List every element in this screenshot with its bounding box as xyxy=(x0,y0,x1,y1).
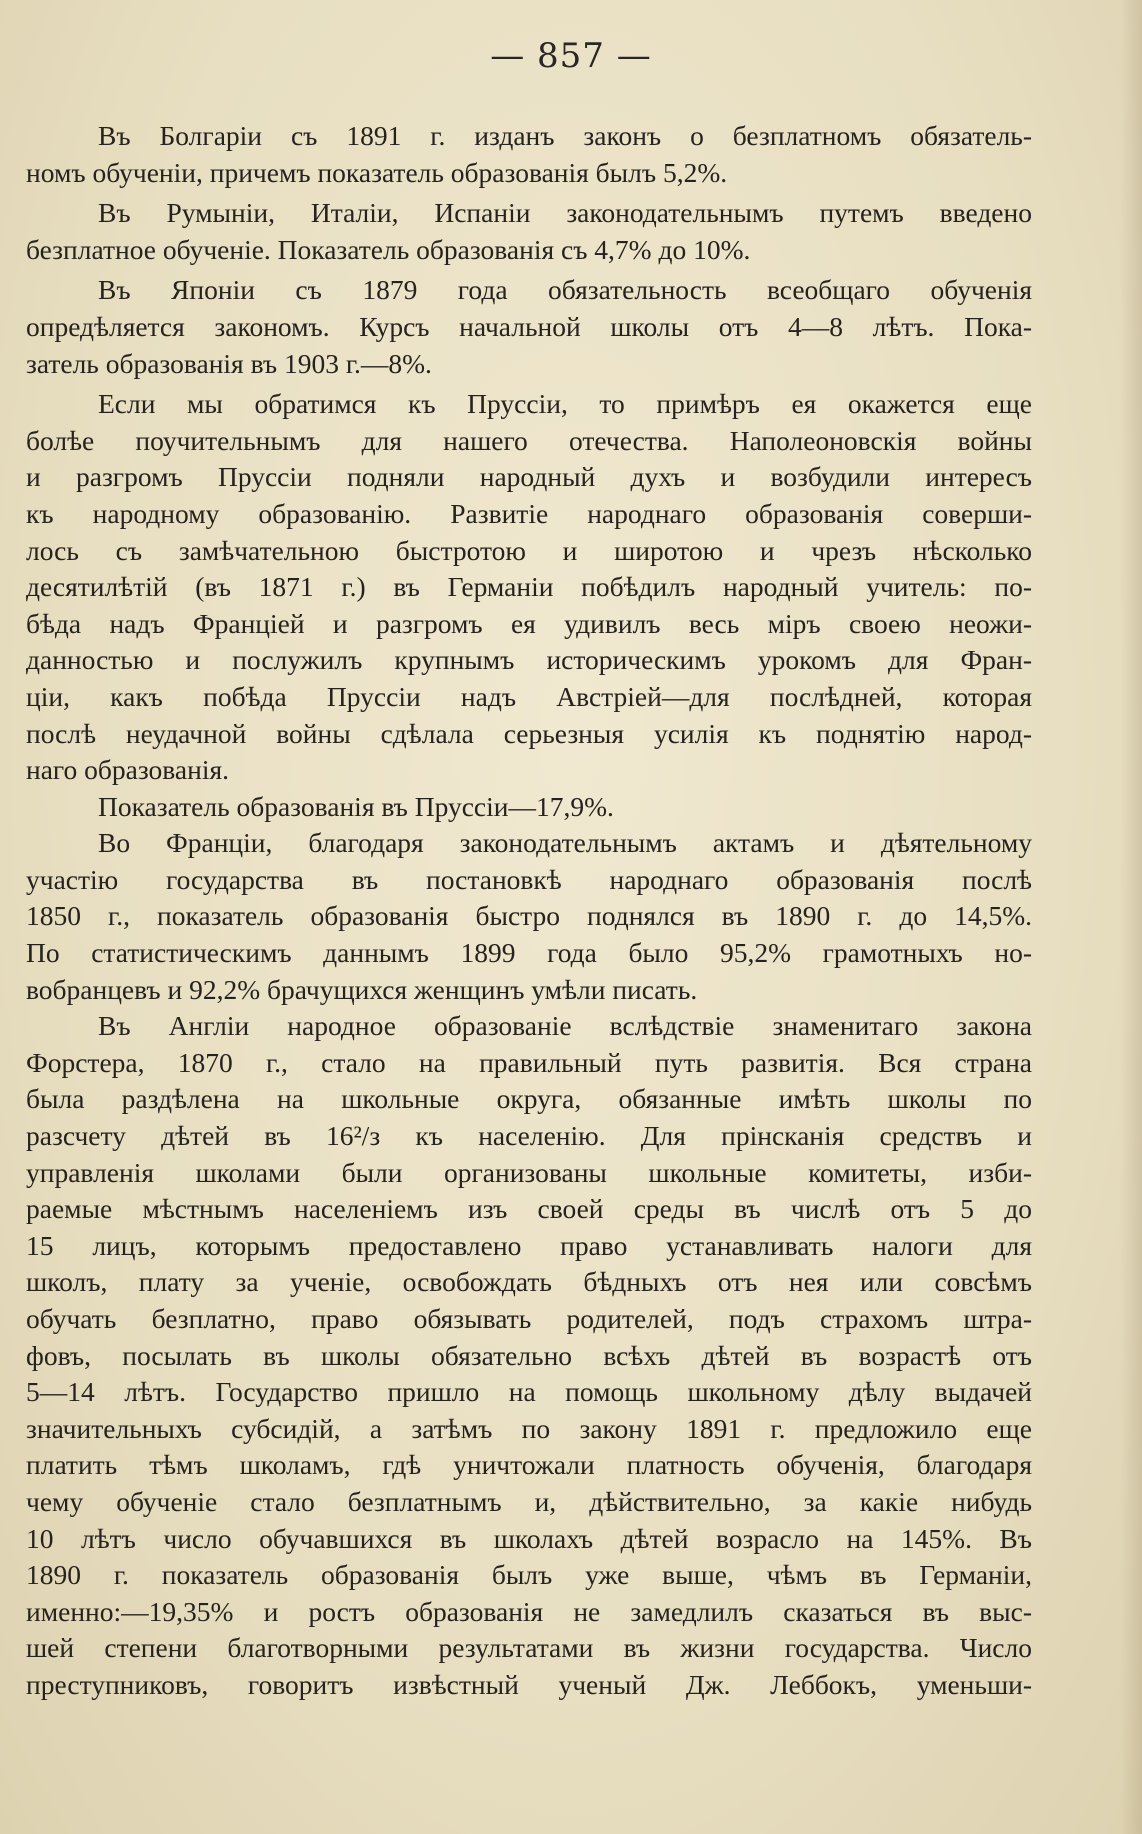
text-line: шей степени благотворными результатами въ жизни государства. Число xyxy=(26,1632,1032,1664)
text-line: По статистическимъ даннымъ 1899 года было 95,2% грамотныхъ но- xyxy=(26,937,1032,969)
text-line: 1850 г., показатель образованія быстро поднялся въ 1890 г. до 14,5%. xyxy=(26,900,1032,932)
text-line: наго образованія. xyxy=(26,754,230,786)
paragraph-japan xyxy=(26,272,1032,382)
text-line: преступниковъ, говоритъ извѣстный ученый Дж. Леббокъ, уменьши- xyxy=(26,1668,1032,1700)
text-line: фовъ, посылать въ школы обязательно всѣхъ дѣтей въ возрастѣ отъ xyxy=(26,1339,1032,1371)
body-text xyxy=(26,118,1032,1704)
text-line: 10 лѣтъ число обучавшихся въ школахъ дѣтей возрасло на 145%. Въ xyxy=(26,1522,1032,1554)
paragraph-england xyxy=(26,1008,1032,1703)
text-line: 5—14 лѣтъ. Государство пришло на помощь школьному дѣлу выдачей xyxy=(26,1376,1032,1408)
paragraph-prussia xyxy=(26,386,1032,789)
text-line: 1890 г. показатель образованія былъ уже выше, чѣмъ въ Германіи, xyxy=(26,1559,1032,1591)
text-line: Въ Румыніи, Италіи, Испаніи законодательнымъ путемъ введено xyxy=(98,197,1032,229)
text-line: чему обученіе стало безплатнымъ и, дѣйствительно, за какіе нибудь xyxy=(26,1485,1032,1517)
text-line: бѣда надъ Франціей и разгромъ ея удивилъ весь міръ своею неожи- xyxy=(26,607,1032,639)
text-line: значительныхъ субсидій, а затѣмъ по закону 1891 г. предложило еще xyxy=(26,1412,1032,1444)
text-line: Въ Англіи народное образованіе вслѣдствіе знаменитаго закона xyxy=(98,1010,1032,1042)
text-line: Во Франціи, благодаря законодательнымъ актамъ и дѣятельному xyxy=(98,827,1032,859)
text-line: къ народному образованію. Развитіе народнаго образованія соверши- xyxy=(26,497,1032,529)
page-edge-shadow xyxy=(1120,0,1142,1834)
paragraph-france xyxy=(26,825,1032,1008)
text-line: послѣ неудачной войны сдѣлала серьезныя усилія къ поднятію народ- xyxy=(26,717,1032,749)
page-number: — 857 — xyxy=(490,36,652,76)
text-line: опредѣляется закономъ. Курсъ начальной школы отъ 4—8 лѣтъ. Пока- xyxy=(26,310,1032,342)
text-line: Въ Болгаріи съ 1891 г. изданъ законъ о безплатномъ обязатель- xyxy=(98,120,1032,151)
text-line: управленія школами были организованы школьные комитеты, изби- xyxy=(26,1156,1032,1188)
text-line: затель образованія въ 1903 г.—8%. xyxy=(26,347,432,379)
text-line: платить тѣмъ школамъ, гдѣ уничтожали платность обученія, благодаря xyxy=(26,1449,1032,1481)
text-line: болѣе поучительнымъ для нашего отечества. Наполеоновскія войны xyxy=(26,424,1032,456)
text-line: десятилѣтій (въ 1871 г.) въ Германіи побѣдилъ народный учитель: по- xyxy=(26,571,1032,603)
text-line: лось съ замѣчательною быстротою и широтою и чрезъ нѣсколько xyxy=(26,534,1032,566)
text-line: Показатель образованія въ Пруссіи—17,9%. xyxy=(98,790,614,822)
text-line: и разгромъ Пруссіи подняли народный духъ и возбудили интересъ xyxy=(26,461,1032,493)
text-line: Если мы обратимся къ Пруссіи, то примѣръ ея окажется еще xyxy=(98,388,1032,420)
paragraph-prussia-index xyxy=(26,789,1032,826)
text-line: раемые мѣстнымъ населеніемъ изъ своей среды въ числѣ отъ 5 до xyxy=(26,1193,1032,1225)
text-line: именно:—19,35% и ростъ образованія не замедлилъ сказаться въ выс- xyxy=(26,1595,1032,1627)
paragraph-romania xyxy=(26,195,1032,268)
text-line: школъ, плату за ученіе, освобождать бѣдныхъ отъ нея или совсѣмъ xyxy=(26,1266,1032,1298)
text-line: обучать безплатно, право обязывать родителей, подъ страхомъ штра- xyxy=(26,1303,1032,1334)
text-line: данностью и послужилъ крупнымъ историческимъ урокомъ для Фран- xyxy=(26,644,1032,676)
text-line: Въ Японіи съ 1879 года обязательность всеобщаго обученія xyxy=(98,274,1032,306)
text-line: номъ обученіи, причемъ показатель образованія былъ 5,2%. xyxy=(26,156,728,188)
text-line: Форстера, 1870 г., стало на правильный путь развитія. Вся страна xyxy=(26,1046,1032,1078)
text-line: ціи, какъ побѣда Пруссіи надъ Австріей—для послѣдней, которая xyxy=(26,680,1032,712)
paragraph-bulgaria xyxy=(26,118,1032,191)
text-line: 15 лицъ, которымъ предоставлено право устанавливать налоги для xyxy=(26,1229,1032,1261)
text-line: безплатное обученіе. Показатель образованія съ 4,7% до 10%. xyxy=(26,233,751,265)
text-line: вобранцевъ и 92,2% брачущихся женщинъ умѣли писать. xyxy=(26,973,698,1005)
text-line: участію государства въ постановкѣ народнаго образованія послѣ xyxy=(26,863,1032,895)
text-line: разсчету дѣтей въ 16²/з къ населенію. Для прінсканія средствъ и xyxy=(26,1120,1032,1152)
text-line: была раздѣлена на школьные округа, обязанные имѣть школы по xyxy=(26,1083,1032,1115)
